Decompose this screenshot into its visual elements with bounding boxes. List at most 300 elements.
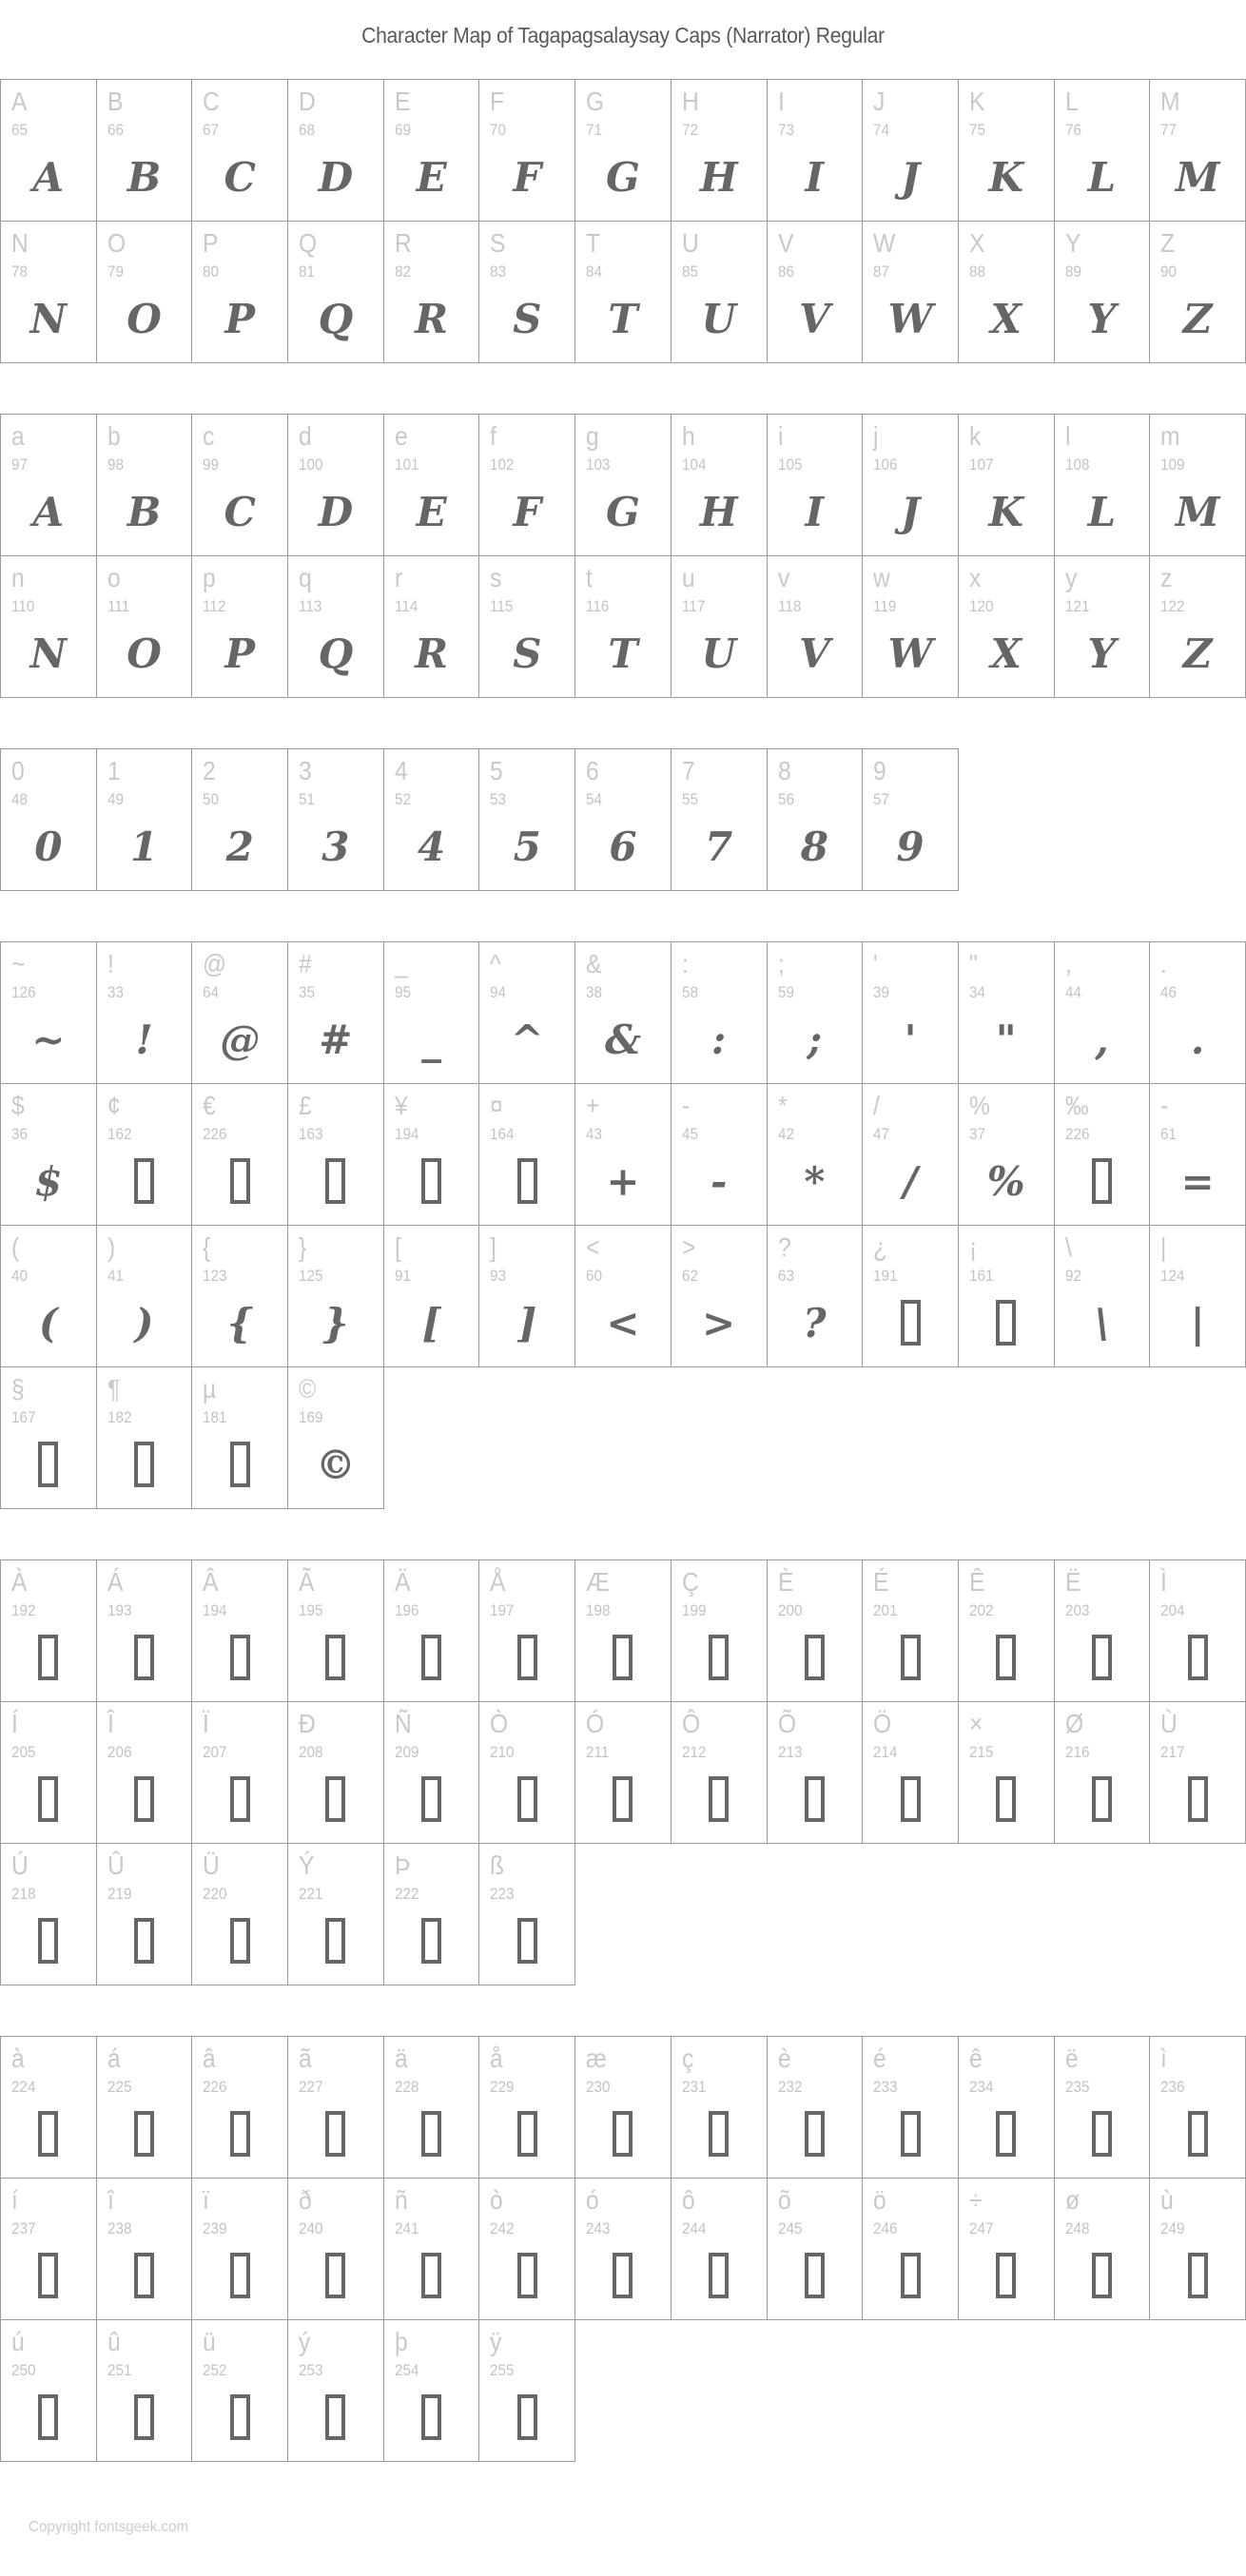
char-label: Ç (681, 1567, 699, 1597)
char-label: } (299, 1232, 307, 1262)
char-glyph: C (224, 488, 256, 535)
char-label: 5 (490, 756, 504, 785)
char-label: ì (1160, 2043, 1168, 2073)
char-code: 239 (203, 2219, 227, 2237)
char-label: Í (11, 1709, 18, 1738)
char-code: 102 (490, 455, 515, 474)
char-code: 181 (203, 1408, 227, 1426)
char-label: ï (203, 2185, 210, 2215)
char-code: 252 (203, 2361, 227, 2379)
char-label: ò (490, 2185, 504, 2215)
char-glyph (1055, 1765, 1150, 1833)
char-code: 68 (299, 121, 316, 139)
char-glyph: ; (807, 1016, 823, 1063)
char-code: 169 (299, 1408, 323, 1426)
char-label: \ (1064, 1232, 1072, 1262)
char-code: 112 (203, 597, 226, 615)
char-cell (767, 1701, 864, 1844)
char-label: B (107, 87, 124, 116)
char-code: 49 (107, 790, 124, 808)
char-cell (862, 1559, 959, 1702)
missing-glyph-box (230, 1635, 250, 1680)
char-label: 9 (873, 756, 886, 785)
char-cell (191, 555, 288, 698)
missing-glyph-box (38, 1918, 58, 1964)
char-glyph: 5 (513, 823, 541, 870)
char-cell (958, 1701, 1055, 1844)
char-label: ÷ (968, 2185, 983, 2215)
char-glyph: O (127, 629, 162, 677)
copyright-footer: Copyright fontsgeek.com (29, 2519, 189, 2535)
char-cell (287, 555, 384, 698)
char-code: 48 (11, 790, 29, 808)
missing-glyph-box (1092, 2111, 1112, 2157)
char-glyph: T (608, 629, 638, 677)
char-cell (767, 2036, 864, 2179)
char-label: T (586, 228, 601, 258)
missing-glyph-box (38, 2394, 58, 2440)
char-cell (383, 1083, 480, 1226)
char-label: K (968, 87, 985, 116)
char-cell (478, 414, 575, 556)
char-code: 193 (107, 1601, 132, 1619)
char-code: 120 (968, 597, 994, 615)
char-code: 223 (490, 1885, 515, 1903)
char-glyph (97, 1623, 192, 1692)
char-code: 216 (1064, 1743, 1090, 1761)
char-label: Ô (681, 1709, 700, 1738)
char-glyph (863, 2100, 958, 2168)
char-glyph (575, 2241, 671, 2310)
missing-glyph-box (805, 2253, 825, 2298)
charmap-grid-digits (0, 748, 1246, 891)
char-label: O (107, 228, 126, 258)
char-code: 220 (203, 1885, 227, 1903)
char-code: 245 (777, 2219, 803, 2237)
char-glyph (1, 1430, 96, 1499)
char-code: 211 (586, 1743, 610, 1761)
char-label: ; (777, 949, 785, 978)
char-cell (287, 221, 384, 363)
char-code: 82 (394, 262, 411, 281)
missing-glyph-box (1188, 2253, 1208, 2298)
char-code: 234 (968, 2078, 994, 2096)
char-label: Ü (203, 1850, 221, 1880)
char-code: 57 (873, 790, 890, 808)
char-cell (862, 221, 959, 363)
char-code: 243 (586, 2219, 611, 2237)
char-code: 194 (394, 1125, 419, 1143)
char-cell (96, 414, 193, 556)
char-glyph: O (127, 295, 162, 342)
char-cell (958, 2036, 1055, 2179)
char-cell (767, 2178, 864, 2320)
char-code: 231 (681, 2078, 707, 2096)
char-glyph: \ (1094, 1299, 1110, 1346)
char-glyph (1, 2383, 96, 2451)
char-cell (478, 748, 575, 891)
char-code: 226 (203, 1125, 227, 1143)
char-code: 126 (11, 983, 36, 1001)
grid-row (0, 1225, 1246, 1367)
char-cell (0, 748, 97, 891)
char-glyph (1, 2241, 96, 2310)
char-code: 36 (11, 1125, 29, 1143)
missing-glyph-box (517, 1776, 537, 1822)
char-glyph: W (887, 629, 933, 677)
char-glyph: I (805, 153, 825, 201)
missing-glyph-box (325, 1158, 345, 1204)
char-cell (574, 79, 672, 222)
char-label: n (11, 563, 25, 592)
page-title: Character Map of Tagapagsalaysay Caps (Narrator) Regular (361, 23, 885, 48)
char-code: 56 (777, 790, 794, 808)
char-cell (191, 2178, 288, 2320)
char-label: ñ (394, 2185, 408, 2215)
char-code: 215 (968, 1743, 994, 1761)
char-cell (287, 2178, 384, 2320)
char-label: x (968, 563, 982, 592)
char-code: 218 (11, 1885, 36, 1903)
char-cell (671, 2178, 768, 2320)
char-glyph (575, 2100, 671, 2168)
missing-glyph-box (1188, 1776, 1208, 1822)
char-glyph (192, 2100, 287, 2168)
char-cell (96, 1225, 193, 1367)
char-cell (96, 1701, 193, 1844)
char-glyph (479, 2100, 574, 2168)
char-code: 80 (203, 262, 220, 281)
char-code: 50 (203, 790, 220, 808)
char-label: E (394, 87, 411, 116)
char-glyph: P (224, 629, 256, 677)
missing-glyph-box (901, 1776, 921, 1822)
char-glyph: % (986, 1157, 1025, 1205)
char-cell (574, 2036, 672, 2179)
char-code: 197 (490, 1601, 515, 1619)
grid-row (0, 79, 1246, 222)
char-cell (1054, 1701, 1151, 1844)
char-cell (383, 1701, 480, 1844)
char-label: õ (777, 2185, 791, 2215)
char-cell (0, 941, 97, 1084)
missing-glyph-box (230, 1442, 250, 1487)
char-code: 97 (11, 455, 29, 474)
char-label: h (681, 421, 695, 451)
char-glyph (97, 2100, 192, 2168)
char-cell (478, 941, 575, 1084)
char-cell (287, 1083, 384, 1226)
char-cell (383, 79, 480, 222)
char-cell (1149, 555, 1246, 698)
char-code: 207 (203, 1743, 227, 1761)
char-label: 6 (586, 756, 599, 785)
char-code: 51 (299, 790, 316, 808)
char-glyph (384, 1907, 479, 1975)
char-label: j (873, 421, 879, 451)
char-code: 229 (490, 2078, 515, 2096)
char-label: ' (873, 949, 878, 978)
char-glyph: S (513, 629, 542, 677)
char-code: 74 (873, 121, 890, 139)
missing-glyph-box (421, 2111, 441, 2157)
char-code: 222 (394, 1885, 419, 1903)
missing-glyph-box (134, 1158, 154, 1204)
grid-row (0, 2319, 1246, 2462)
missing-glyph-box (230, 2253, 250, 2298)
char-glyph: D (318, 488, 354, 535)
char-label: ¶ (107, 1374, 120, 1404)
char-label: Ë (1064, 1567, 1081, 1597)
char-code: 200 (777, 1601, 803, 1619)
char-label: ç (681, 2043, 694, 2073)
char-code: 111 (107, 597, 129, 615)
char-glyph: 8 (800, 823, 828, 870)
char-cell (958, 414, 1055, 556)
char-cell (478, 79, 575, 222)
char-glyph (959, 2100, 1054, 2168)
char-glyph (192, 1623, 287, 1692)
char-glyph (479, 1147, 574, 1215)
char-cell (191, 1366, 288, 1509)
char-code: 61 (1160, 1125, 1178, 1143)
char-glyph: H (699, 153, 738, 201)
char-label: Ø (1064, 1709, 1083, 1738)
char-code: 219 (107, 1885, 132, 1903)
missing-glyph-box (613, 1635, 633, 1680)
char-glyph: Z (1182, 295, 1213, 342)
missing-glyph-box (996, 1300, 1016, 1346)
char-label: M (1160, 87, 1180, 116)
missing-glyph-box (613, 2111, 633, 2157)
char-label: F (490, 87, 505, 116)
missing-glyph-box (996, 2111, 1016, 2157)
char-cell (0, 414, 97, 556)
char-cell (1054, 2036, 1151, 2179)
char-glyph: | (1190, 1299, 1205, 1346)
char-label: × (968, 1709, 983, 1738)
char-cell (958, 941, 1055, 1084)
missing-glyph-box (1092, 1635, 1112, 1680)
char-glyph: V (799, 629, 830, 677)
missing-glyph-box (38, 2111, 58, 2157)
char-code: 33 (107, 983, 124, 1001)
char-code: 212 (681, 1743, 707, 1761)
char-cell (958, 1083, 1055, 1226)
char-cell (478, 1559, 575, 1702)
char-glyph (1150, 2100, 1245, 2168)
char-label: Ò (490, 1709, 509, 1738)
char-label: H (681, 87, 699, 116)
char-cell (96, 2319, 193, 2462)
char-cell (958, 1225, 1055, 1367)
char-glyph (384, 2100, 479, 2168)
char-glyph: J (901, 488, 920, 535)
char-cell (287, 1366, 384, 1509)
char-code: 196 (394, 1601, 419, 1619)
char-glyph (479, 2241, 574, 2310)
char-cell (574, 941, 672, 1084)
char-glyph: 3 (321, 823, 350, 870)
char-cell (574, 1083, 672, 1226)
char-cell (191, 1843, 288, 1985)
missing-glyph-box (230, 1158, 250, 1204)
char-label: Ó (586, 1709, 605, 1738)
char-code: 86 (777, 262, 794, 281)
missing-glyph-box (38, 2253, 58, 2298)
char-cell (191, 414, 288, 556)
char-label: . (1160, 949, 1168, 978)
char-label: Õ (777, 1709, 796, 1738)
grid-row (0, 1843, 1246, 1985)
char-cell (767, 221, 864, 363)
char-glyph: A (32, 488, 65, 535)
char-label: Û (107, 1850, 125, 1880)
char-cell (671, 221, 768, 363)
missing-glyph-box (421, 1158, 441, 1204)
char-label: Î (107, 1709, 114, 1738)
char-glyph (1055, 1623, 1150, 1692)
char-code: 125 (299, 1267, 323, 1285)
char-label: p (203, 563, 217, 592)
char-code: 67 (203, 121, 220, 139)
char-glyph (384, 1623, 479, 1692)
char-glyph: L (1087, 488, 1117, 535)
char-label: _ (394, 949, 408, 978)
missing-glyph-box (134, 1635, 154, 1680)
char-code: 198 (586, 1601, 611, 1619)
char-code: 42 (777, 1125, 794, 1143)
char-glyph: [ (421, 1299, 441, 1346)
char-code: 66 (107, 121, 124, 139)
char-cell (0, 2319, 97, 2462)
char-cell (1054, 221, 1151, 363)
char-cell (96, 221, 193, 363)
char-code: 83 (490, 262, 507, 281)
char-glyph: B (127, 488, 162, 535)
char-cell (1054, 1225, 1151, 1367)
char-label: Ù (1160, 1709, 1178, 1738)
char-glyph: G (606, 153, 640, 201)
char-label: ú (11, 2327, 25, 2356)
char-cell (0, 2178, 97, 2320)
char-cell (96, 2036, 193, 2179)
char-code: 199 (681, 1601, 707, 1619)
grid-row (0, 2178, 1246, 2320)
char-code: 226 (203, 2078, 227, 2096)
missing-glyph-box (517, 2253, 537, 2298)
char-cell (383, 1843, 480, 1985)
char-cell (383, 941, 480, 1084)
char-label: * (777, 1091, 788, 1120)
char-cell (1149, 2036, 1246, 2179)
missing-glyph-box (709, 1635, 729, 1680)
char-code: 77 (1160, 121, 1178, 139)
char-glyph: * (804, 1157, 826, 1205)
char-code: 65 (11, 121, 29, 139)
missing-glyph-box (421, 1776, 441, 1822)
missing-glyph-box (325, 2253, 345, 2298)
char-cell (0, 1559, 97, 1702)
missing-glyph-box (996, 1776, 1016, 1822)
char-cell (96, 1366, 193, 1509)
char-glyph: M (1175, 153, 1220, 201)
char-code: 201 (873, 1601, 898, 1619)
char-code: 247 (968, 2219, 994, 2237)
char-code: 242 (490, 2219, 515, 2237)
char-cell (671, 1559, 768, 1702)
char-label: X (968, 228, 985, 258)
char-label: D (299, 87, 316, 116)
char-glyph (384, 2383, 479, 2451)
char-code: 100 (299, 455, 323, 474)
char-cell (383, 2178, 480, 2320)
char-cell (767, 1083, 864, 1226)
char-glyph: K (988, 488, 1023, 535)
char-code: 93 (490, 1267, 507, 1285)
char-cell (383, 2319, 480, 2462)
char-cell (1149, 1083, 1246, 1226)
char-code: 40 (11, 1267, 29, 1285)
char-code: 45 (681, 1125, 698, 1143)
grid-row (0, 1083, 1246, 1226)
missing-glyph-box (517, 2394, 537, 2440)
char-glyph (288, 1147, 383, 1215)
char-label: I (777, 87, 785, 116)
char-label: ) (107, 1232, 115, 1262)
char-label: å (490, 2043, 504, 2073)
char-glyph: M (1175, 488, 1220, 535)
char-cell (191, 1559, 288, 1702)
char-label: È (777, 1567, 793, 1597)
char-code: 39 (873, 983, 890, 1001)
char-glyph (384, 2241, 479, 2310)
char-label: ¡ (968, 1232, 978, 1262)
char-code: 206 (107, 1743, 132, 1761)
char-label: § (11, 1374, 25, 1404)
char-label: Å (490, 1567, 506, 1597)
char-code: 88 (968, 262, 985, 281)
char-code: 161 (968, 1267, 994, 1285)
char-code: 70 (490, 121, 507, 139)
char-cell (958, 221, 1055, 363)
char-code: 90 (1160, 262, 1178, 281)
grid-row (0, 1701, 1246, 1844)
char-code: 221 (299, 1885, 323, 1903)
char-glyph: Z (1182, 629, 1213, 677)
missing-glyph-box (325, 2394, 345, 2440)
char-code: 79 (107, 262, 124, 281)
char-code: 232 (777, 2078, 803, 2096)
char-cell (287, 1843, 384, 1985)
char-glyph: T (608, 295, 638, 342)
char-label: e (394, 421, 408, 451)
char-glyph (768, 1623, 863, 1692)
missing-glyph-box (325, 1635, 345, 1680)
char-cell (383, 555, 480, 698)
char-label: ó (586, 2185, 599, 2215)
char-cell (574, 748, 672, 891)
char-code: 105 (777, 455, 803, 474)
char-label: à (11, 2043, 25, 2073)
char-glyph: U (701, 629, 736, 677)
char-label: Þ (394, 1850, 411, 1880)
char-label: þ (394, 2327, 408, 2356)
char-code: 217 (1160, 1743, 1185, 1761)
char-glyph: J (901, 153, 920, 201)
char-glyph (192, 1907, 287, 1975)
char-cell (958, 79, 1055, 222)
